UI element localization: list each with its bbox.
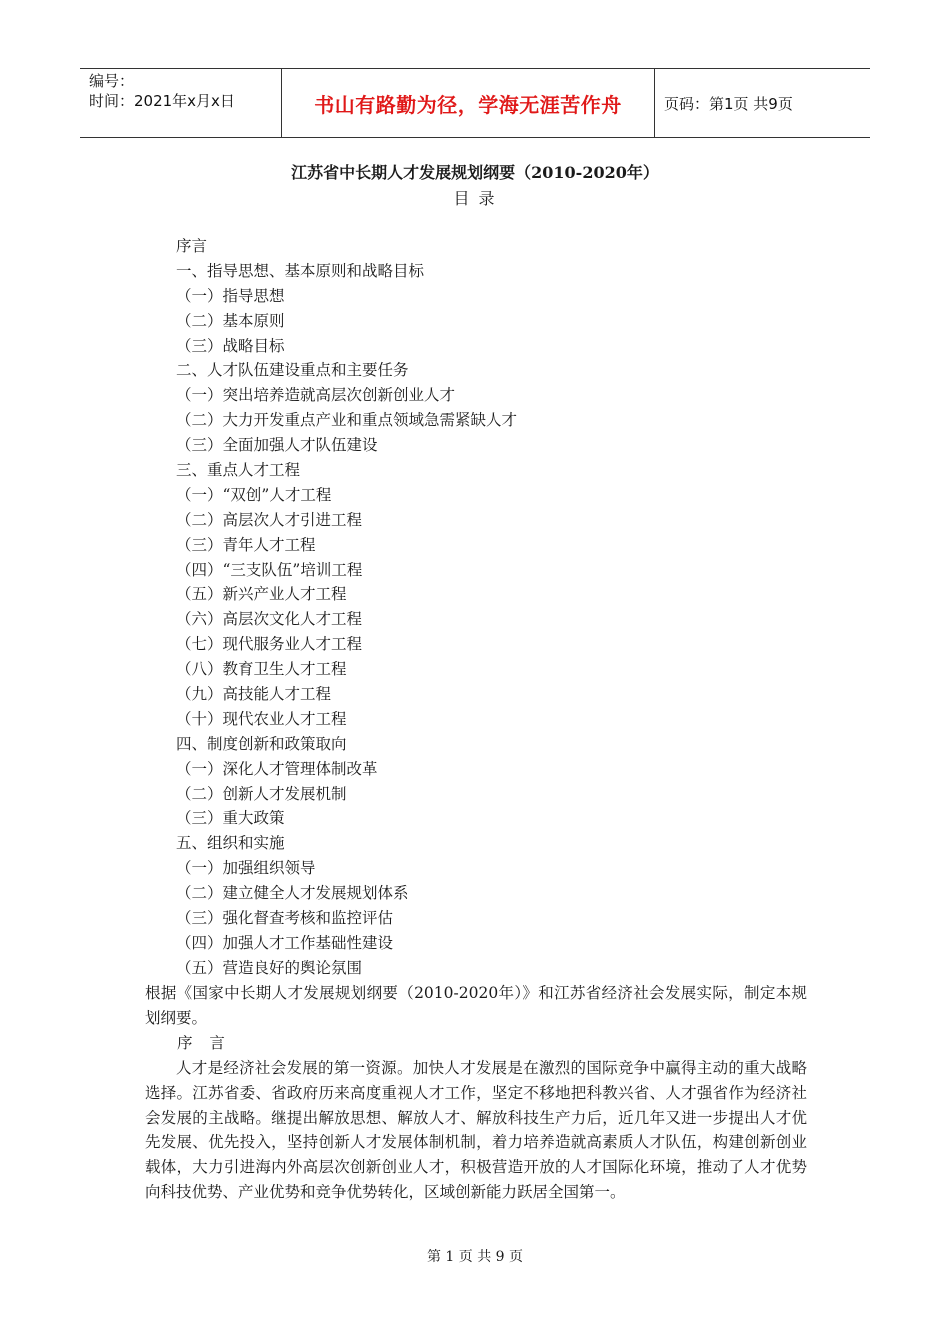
toc-item: （一）“双创”人才工程 [176,485,332,504]
toc-item: （九）高技能人才工程 [176,685,332,704]
preface-heading: 序 言 [177,1033,231,1052]
toc-item: 序言 [176,237,208,255]
toc-item: （二）创新人才发展机制 [176,784,347,803]
toc-item: 一、指导思想、基本原则和战略目标 [176,261,425,280]
toc-item: （一）深化人才管理体制改革 [176,759,378,778]
toc-heading: 目 录 [453,189,497,208]
toc-item: （一）加强组织领导 [176,859,316,878]
toc-item: （四）加强人才工作基础性建设 [176,933,394,952]
toc-item: 三、重点人才工程 [176,461,301,480]
page-header [80,68,870,138]
toc-item: （八）教育卫生人才工程 [176,660,347,679]
toc-item: （三）重大政策 [176,809,285,828]
toc-item: （四）“三支队伍”培训工程 [176,560,363,579]
toc-item: （二）大力开发重点产业和重点领域急需紧缺人才 [176,411,518,430]
toc-item: （一）指导思想 [176,286,285,305]
toc-item: （二）建立健全人才发展规划体系 [176,884,409,903]
preface-paragraph: 人才是经济社会发展的第一资源。加快人才发展是在激烈的国际竞争中赢得主动的重大战略选择。江苏省委、省政府历来高度重视人才工作，坚定不移地把科教兴省、人才强省作为经济社会发展的主战略。继提出解放思想、解放人才、解放科技生产力后，近几年又进一步提出人才优先发展、优先投入，坚持创新人才发展体制机制，着力培养造就高素质人才队伍，构建创新创业载体，大力引进海内外高层次创新创业人才，积极营造开放的人才国际化环境，推动了人才优势向科技优势、产业优势和竞争优势转化，区域创新能力跃居全国第一。 [145,1058,807,1202]
toc-item: （十）现代农业人才工程 [176,709,347,728]
toc-item: （二）高层次人才引进工程 [176,510,363,529]
intro-paragraph: 根据《国家中长期人才发展规划纲要（2010-2020年）》和江苏省经济社会发展实际，制定本规划纲要。 [145,984,807,1027]
number-label: 编号： [89,72,135,90]
toc-item: （五）新兴产业人才工程 [176,585,347,604]
document-body [145,981,807,1205]
toc-item: 四、制度创新和政策取向 [176,734,347,753]
page-footer: 第 1 页 共 9 页 [426,1249,524,1265]
toc-item: （三）战略目标 [176,336,285,355]
document-title: 江苏省中长期人才发展规划纲要（2010-2020年） [291,163,659,182]
toc-item: （二）基本原则 [176,311,285,330]
toc-item: （一）突出培养造就高层次创新创业人才 [176,386,456,405]
toc-item: （三）全面加强人才队伍建设 [176,436,378,455]
toc-item: （五）营造良好的舆论氛围 [176,958,363,977]
time-label: 时间：2021年x月x日 [89,92,235,110]
toc-item: （七）现代服务业人才工程 [176,635,363,654]
header-meta [80,69,281,137]
toc-item: （三）强化督查考核和监控评估 [176,909,394,928]
header-motto: 书山有路勤为径，学海无涯苦作舟 [281,69,655,137]
header-page-label: 页码：第1页 共9页 [664,94,793,113]
toc-item: 二、人才队伍建设重点和主要任务 [176,361,409,380]
table-of-contents [176,234,517,981]
toc-item: （三）青年人才工程 [176,535,316,554]
toc-item: 五、组织和实施 [176,834,285,853]
toc-item: （六）高层次文化人才工程 [176,610,363,629]
